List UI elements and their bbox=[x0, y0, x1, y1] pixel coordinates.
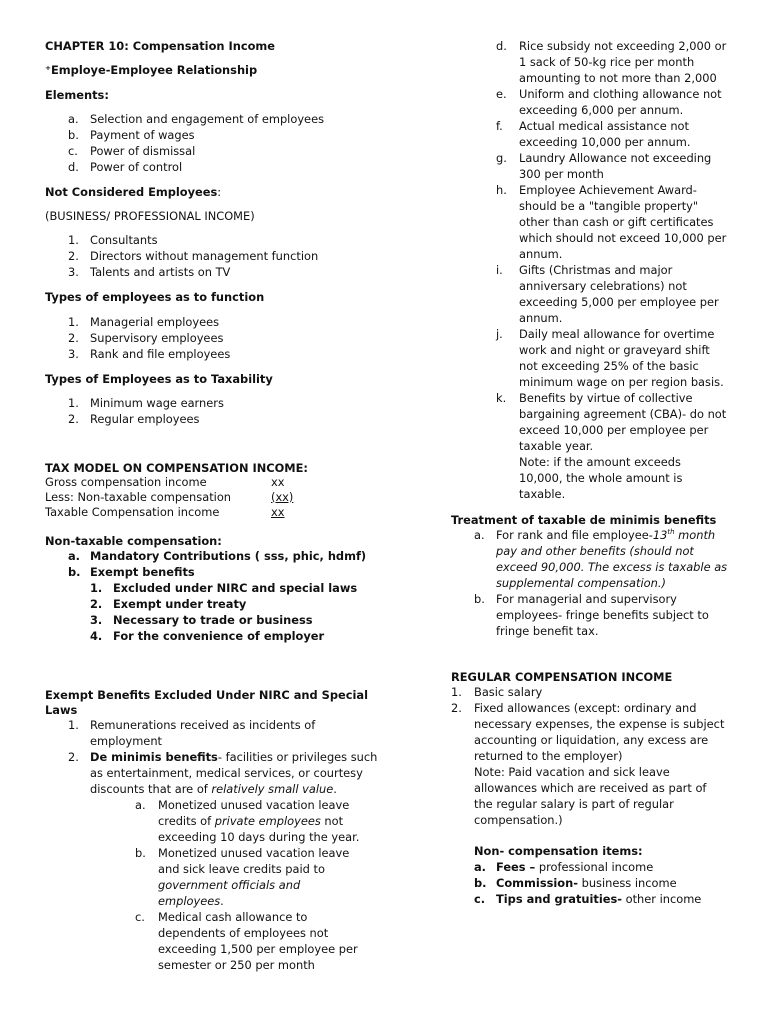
treatment-a-line1 bbox=[496, 528, 715, 544]
deminimis-marker-i: i. bbox=[496, 263, 503, 277]
exempt-sub-marker-1: 1. bbox=[90, 581, 103, 595]
relationship-heading: ⁺Employe-Employee Relationship bbox=[45, 63, 258, 77]
deminimis-i-line2: anniversary celebrations) not bbox=[519, 279, 687, 293]
tax-model-heading: TAX MODEL ON COMPENSATION INCOME: bbox=[45, 461, 308, 475]
regular-item2-line3: accounting or liquidation, any excess are bbox=[474, 733, 709, 747]
deminimis-b-line4 bbox=[158, 894, 224, 910]
elements-item-c: Power of dismissal bbox=[90, 144, 196, 158]
taxability-marker-1: 1. bbox=[68, 396, 79, 410]
not-considered-heading: Not Considered Employees bbox=[45, 185, 218, 199]
regular-item2-line4: returned to the employer) bbox=[474, 749, 623, 763]
regular-note-line4: compensation.) bbox=[474, 813, 563, 827]
function-heading: Types of employees as to function bbox=[45, 290, 265, 304]
deminimis-c-line1: Medical cash allowance to bbox=[158, 910, 308, 924]
deminimis-marker-b: b. bbox=[135, 846, 146, 860]
chapter-title: CHAPTER 10: Compensation Income bbox=[45, 39, 275, 53]
non-comp-item-fees bbox=[496, 860, 653, 876]
exempt-sub-marker-2: 2. bbox=[90, 597, 103, 611]
deminimis-b-line2: and sick leave credits paid to bbox=[158, 862, 325, 876]
not-considered-item-2: Directors without management function bbox=[90, 249, 319, 263]
treatment-a-13: 13 bbox=[652, 528, 668, 542]
deminimis-f-line1: Actual medical assistance not bbox=[519, 119, 689, 133]
function-marker-2: 2. bbox=[68, 331, 79, 345]
tax-model-row-less-label: Less: Non-taxable compensation bbox=[45, 490, 232, 504]
treatment-a-line3: exceed 90,000. The excess is taxable as bbox=[496, 560, 728, 574]
exempt-item2-line3b: relatively small value bbox=[211, 782, 334, 796]
deminimis-b-line3: government officials and bbox=[158, 878, 301, 892]
taxability-marker-2: 2. bbox=[68, 412, 79, 426]
tax-model-row-gross-label: Gross compensation income bbox=[45, 475, 207, 489]
deminimis-j-line2: work and night or graveyard shift bbox=[519, 343, 710, 357]
treatment-b-line2: employees- fringe benefits subject to bbox=[496, 608, 709, 622]
taxability-item-1: Minimum wage earners bbox=[90, 396, 224, 410]
tax-model-row-gross-value: xx bbox=[271, 475, 285, 489]
deminimis-k-line2: bargaining agreement (CBA)- do not bbox=[519, 407, 727, 421]
elements-marker-d: d. bbox=[68, 160, 79, 174]
not-considered-item-3: Talents and artists on TV bbox=[90, 265, 231, 279]
deminimis-marker-a: a. bbox=[135, 798, 146, 812]
deminimis-k-note-line3: taxable. bbox=[519, 487, 566, 501]
non-comp-marker-b: b. bbox=[474, 876, 487, 890]
treatment-marker-b: b. bbox=[474, 592, 485, 606]
elements-item-d: Power of control bbox=[90, 160, 183, 174]
deminimis-b-line4-text: employees bbox=[158, 894, 221, 908]
not-considered-heading-line bbox=[45, 185, 221, 201]
deminimis-h-line3: other than cash or gift certificates bbox=[519, 215, 714, 229]
deminimis-d-line1: Rice subsidy not exceeding 2,000 or bbox=[519, 39, 727, 53]
deminimis-g-line2: 300 per month bbox=[519, 167, 604, 181]
deminimis-h-line1: Employee Achievement Award- bbox=[519, 183, 697, 197]
not-considered-item-1: Consultants bbox=[90, 233, 158, 247]
elements-marker-b: b. bbox=[68, 128, 79, 142]
deminimis-i-line1: Gifts (Christmas and major bbox=[519, 263, 673, 277]
deminimis-f-line2: exceeding 10,000 per annum. bbox=[519, 135, 691, 149]
non-taxable-marker-b: b. bbox=[68, 565, 81, 579]
non-comp-commission-term: Commission- bbox=[496, 876, 578, 890]
taxability-item-2: Regular employees bbox=[90, 412, 200, 426]
exempt-sub-marker-3: 3. bbox=[90, 613, 103, 627]
deminimis-marker-g: g. bbox=[496, 151, 507, 165]
deminimis-c-line2: dependents of employees not bbox=[158, 926, 329, 940]
exempt-sub-item-3: Necessary to trade or business bbox=[113, 613, 313, 627]
function-item-3: Rank and file employees bbox=[90, 347, 231, 361]
non-comp-fees-term: Fees – bbox=[496, 860, 536, 874]
deminimis-marker-k: k. bbox=[496, 391, 507, 405]
deminimis-a-line1: Monetized unused vacation leave bbox=[158, 798, 350, 812]
tax-model-row-taxable-label: Taxable Compensation income bbox=[45, 505, 220, 519]
not-considered-marker-1: 1. bbox=[68, 233, 79, 247]
deminimis-a-line2b: private employees bbox=[214, 814, 321, 828]
regular-item-1: Basic salary bbox=[474, 685, 543, 699]
non-comp-marker-a: a. bbox=[474, 860, 487, 874]
exempt-item2-line1 bbox=[90, 750, 377, 766]
deminimis-k-note-line1: Note: if the amount exceeds bbox=[519, 455, 681, 469]
function-item-2: Supervisory employees bbox=[90, 331, 224, 345]
treatment-b-line1: For managerial and supervisory bbox=[496, 592, 677, 606]
elements-marker-a: a. bbox=[68, 112, 79, 126]
deminimis-a-line2 bbox=[158, 814, 343, 830]
deminimis-a-line2a: credits of bbox=[158, 814, 215, 828]
deminimis-k-note-line2: 10,000, the whole amount is bbox=[519, 471, 683, 485]
deminimis-k-line1: Benefits by virtue of collective bbox=[519, 391, 693, 405]
exempt-item2-line2: as entertainment, medical services, or courtesy bbox=[90, 766, 363, 780]
exempt-item2-marker: 2. bbox=[68, 750, 79, 764]
deminimis-marker-d: d. bbox=[496, 39, 507, 53]
deminimis-c-line4: semester or 250 per month bbox=[158, 958, 315, 972]
exempt-item1-line1: Remunerations received as incidents of bbox=[90, 718, 316, 732]
regular-note-line2: allowances which are received as part of bbox=[474, 781, 707, 795]
deminimis-b-line1: Monetized unused vacation leave bbox=[158, 846, 350, 860]
function-marker-1: 1. bbox=[68, 315, 79, 329]
treatment-a-line1a: For rank and file employee- bbox=[496, 528, 653, 542]
deminimis-d-line2: 1 sack of 50-kg rice per month bbox=[519, 55, 695, 69]
tax-model-row-taxable-value: xx bbox=[271, 505, 285, 519]
elements-heading: Elements: bbox=[45, 88, 109, 102]
regular-heading: REGULAR COMPENSATION INCOME bbox=[451, 670, 673, 684]
deminimis-a-line2c: not bbox=[320, 814, 344, 828]
exempt-heading-line2: Laws bbox=[45, 703, 78, 717]
deminimis-e-line1: Uniform and clothing allowance not bbox=[519, 87, 722, 101]
deminimis-h-line4: which should not exceed 10,000 per bbox=[519, 231, 727, 245]
exempt-item2-line3 bbox=[90, 782, 337, 798]
non-comp-marker-c: c. bbox=[474, 892, 486, 906]
deminimis-k-line3: exceed 10,000 per employee per bbox=[519, 423, 709, 437]
exempt-item2-line3c: . bbox=[333, 782, 337, 796]
exempt-sub-item-1: Excluded under NIRC and special laws bbox=[113, 581, 358, 595]
treatment-a-line2: pay and other benefits (should not bbox=[496, 544, 694, 558]
business-income-label: (BUSINESS/ PROFESSIONAL INCOME) bbox=[45, 209, 255, 223]
deminimis-h-line2: should be a "tangible property" bbox=[519, 199, 699, 213]
treatment-marker-a: a. bbox=[474, 528, 485, 542]
not-considered-colon: : bbox=[217, 185, 222, 199]
treatment-b-line3: fringe benefit tax. bbox=[496, 624, 599, 638]
non-comp-item-commission bbox=[496, 876, 677, 892]
non-comp-tips-term: Tips and gratuities- bbox=[496, 892, 622, 906]
exempt-item1-line2: employment bbox=[90, 734, 162, 748]
deminimis-i-line3: exceeding 5,000 per employee per bbox=[519, 295, 719, 309]
regular-item2-line2: necessary expenses, the expense is subject bbox=[474, 717, 725, 731]
non-comp-tips-desc: other income bbox=[622, 892, 702, 906]
non-taxable-item-b: Exempt benefits bbox=[90, 565, 195, 579]
deminimis-j-line3: not exceeding 25% of the basic bbox=[519, 359, 699, 373]
tax-model-row-less-value: (xx) bbox=[271, 490, 294, 504]
deminimis-j-line4: minimum wage on per region basis. bbox=[519, 375, 724, 389]
treatment-heading: Treatment of taxable de minimis benefits bbox=[451, 513, 717, 527]
exempt-sub-item-2: Exempt under treaty bbox=[113, 597, 247, 611]
taxability-heading: Types of Employees as to Taxability bbox=[45, 372, 273, 386]
treatment-a-sup: th bbox=[667, 528, 675, 537]
non-comp-fees-desc: professional income bbox=[535, 860, 654, 874]
exempt-item1-marker: 1. bbox=[68, 718, 79, 732]
exempt-sub-item-4: For the convenience of employer bbox=[113, 629, 325, 643]
elements-item-a: Selection and engagement of employees bbox=[90, 112, 325, 126]
non-comp-item-tips bbox=[496, 892, 701, 908]
de-minimis-term: De minimis benefits bbox=[90, 750, 218, 764]
regular-marker-2: 2. bbox=[451, 701, 462, 715]
elements-marker-c: c. bbox=[68, 144, 78, 158]
not-considered-marker-2: 2. bbox=[68, 249, 79, 263]
deminimis-marker-j: j. bbox=[496, 327, 503, 341]
regular-marker-1: 1. bbox=[451, 685, 462, 699]
deminimis-b-line4-period: . bbox=[220, 894, 224, 908]
deminimis-c-line3: exceeding 1,500 per employee per bbox=[158, 942, 358, 956]
deminimis-k-line4: taxable year. bbox=[519, 439, 594, 453]
de-minimis-definition: - facilities or privileges such bbox=[217, 750, 378, 764]
regular-note-line3: the regular salary is part of regular bbox=[474, 797, 674, 811]
treatment-a-line4: supplemental compensation.) bbox=[496, 576, 666, 590]
non-taxable-marker-a: a. bbox=[68, 549, 81, 563]
non-comp-heading: Non- compensation items: bbox=[474, 844, 643, 858]
function-item-1: Managerial employees bbox=[90, 315, 220, 329]
deminimis-marker-h: h. bbox=[496, 183, 507, 197]
deminimis-marker-e: e. bbox=[496, 87, 507, 101]
deminimis-a-line3: exceeding 10 days during the year. bbox=[158, 830, 360, 844]
deminimis-g-line1: Laundry Allowance not exceeding bbox=[519, 151, 712, 165]
exempt-heading-line1: Exempt Benefits Excluded Under NIRC and Special bbox=[45, 688, 368, 702]
elements-item-b: Payment of wages bbox=[90, 128, 195, 142]
deminimis-e-line2: exceeding 6,000 per annum. bbox=[519, 103, 684, 117]
deminimis-j-line1: Daily meal allowance for overtime bbox=[519, 327, 715, 341]
treatment-a-month: month bbox=[674, 528, 716, 542]
deminimis-h-line5: annum. bbox=[519, 247, 563, 261]
deminimis-d-line3: amounting to not more than 2,000 bbox=[519, 71, 717, 85]
deminimis-marker-c: c. bbox=[135, 910, 145, 924]
regular-item2-line1: Fixed allowances (except: ordinary and bbox=[474, 701, 697, 715]
deminimis-i-line4: annum. bbox=[519, 311, 563, 325]
non-taxable-heading: Non-taxable compensation: bbox=[45, 534, 222, 548]
exempt-item2-line3a: discounts that are of bbox=[90, 782, 212, 796]
not-considered-marker-3: 3. bbox=[68, 265, 79, 279]
regular-note-line1: Note: Paid vacation and sick leave bbox=[474, 765, 670, 779]
exempt-sub-marker-4: 4. bbox=[90, 629, 103, 643]
function-marker-3: 3. bbox=[68, 347, 79, 361]
non-taxable-item-a: Mandatory Contributions ( sss, phic, hdmf) bbox=[90, 549, 367, 563]
non-comp-commission-desc: business income bbox=[577, 876, 677, 890]
deminimis-marker-f: f. bbox=[496, 119, 503, 133]
